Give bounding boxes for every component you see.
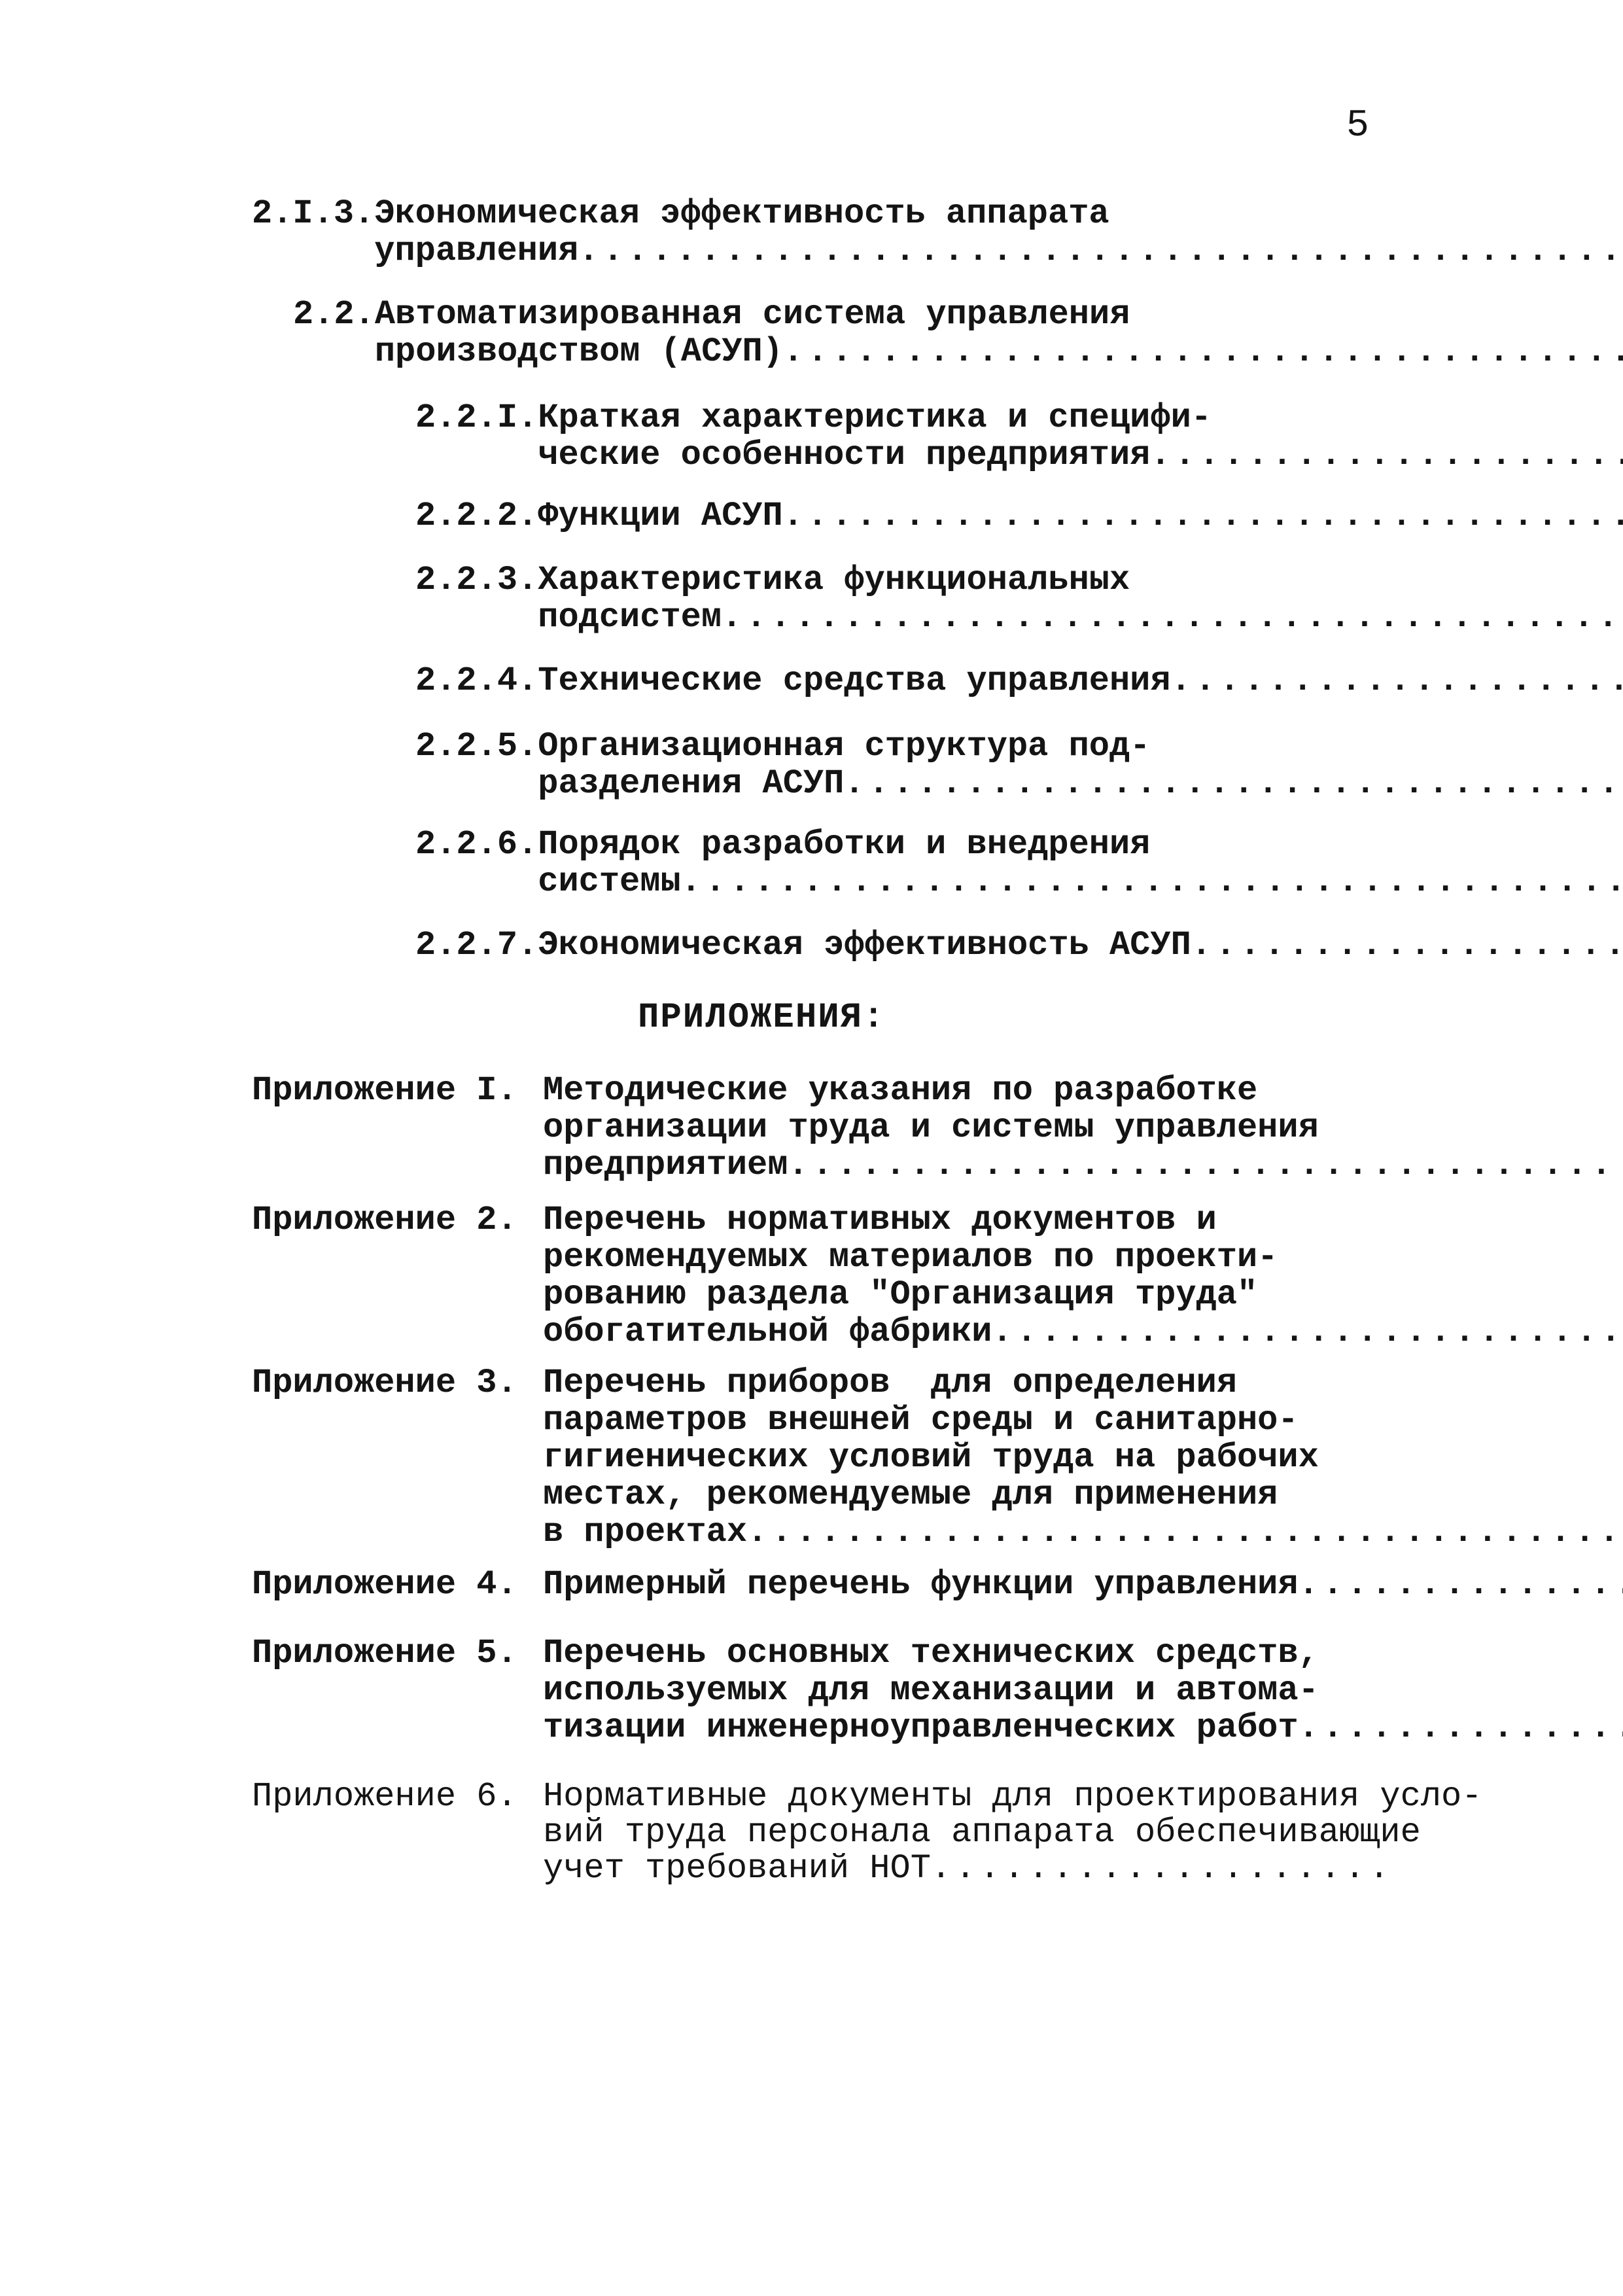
- appendix-line: Перечень приборов для определения: [543, 1364, 1237, 1402]
- toc-entry-line: Порядок разработки и внедрения: [538, 825, 1151, 864]
- appendix-line: гигиенических условий труда на рабочих: [543, 1438, 1319, 1477]
- toc-entry-number: 2.I.3.: [252, 194, 375, 233]
- dot-leader: [844, 765, 1623, 802]
- toc-entry-line: Краткая характеристика и специфи-: [538, 398, 1212, 437]
- appendix-line: Перечень основных технических средств,: [543, 1634, 1319, 1672]
- toc-entry: [293, 296, 1328, 370]
- toc-entry: [415, 497, 1328, 535]
- dot-leader: [578, 232, 1623, 270]
- appendix-line: параметров внешней среды и санитарно-: [543, 1401, 1299, 1439]
- toc-entry-line: Технические средства управления: [538, 662, 1171, 700]
- appendix-entry: [252, 1634, 1328, 1746]
- toc-entry: [415, 728, 1328, 802]
- toc-entry: [415, 927, 1328, 964]
- toc-entry: [415, 561, 1328, 636]
- toc-entry-line: разделения АСУП: [538, 764, 845, 803]
- toc-entry-number: 2.2.4.: [415, 662, 538, 700]
- appendix-label: Приложение 3.: [252, 1364, 517, 1402]
- dot-leader: [722, 599, 1623, 636]
- toc-entry-number: 2.2.6.: [415, 825, 538, 864]
- toc-entry: [415, 826, 1328, 900]
- toc-entry-line: ческие особенности предприятия: [538, 436, 1151, 474]
- appendix-line: предприятием: [543, 1146, 788, 1184]
- appendix-line: вий труда персонала аппарата обеспечивающие: [543, 1813, 1421, 1852]
- appendix-entry: [252, 1777, 1482, 1888]
- toc-entry-number: 2.2.3.: [415, 561, 538, 599]
- toc-entry: [415, 399, 1328, 474]
- dot-leader: [681, 863, 1623, 900]
- toc-entry-line: Экономическая эффективность АСУП: [538, 926, 1191, 964]
- dot-leader: [1191, 927, 1623, 964]
- page-number: 5: [1346, 105, 1369, 147]
- appendix-label: Приложение I.: [252, 1071, 517, 1110]
- appendix-line: рованию раздела "Организация труда": [543, 1275, 1258, 1314]
- toc-entry-line: управления: [374, 232, 579, 270]
- dot-leader: [1299, 1709, 1623, 1746]
- appendix-line: Примерный перечень функции управления: [543, 1565, 1299, 1604]
- appendix-line: рекомендуемых материалов по проекти-: [543, 1238, 1278, 1277]
- toc-entry-number: 2.2.I.: [415, 398, 538, 437]
- appendix-line: обогатительной фабрики: [543, 1313, 992, 1351]
- toc-entry-number: 2.2.5.: [415, 727, 538, 766]
- toc-entry-line: Автоматизированная система управления: [374, 295, 1130, 334]
- appendix-line: тизации инженерноуправленческих работ: [543, 1708, 1299, 1747]
- appendix-label: Приложение 4.: [252, 1565, 517, 1604]
- appendices-heading: ПРИЛОЖЕНИЯ:: [638, 998, 886, 1038]
- toc-entry-number: 2.2.: [293, 295, 375, 334]
- dot-leader: [931, 1850, 1400, 1886]
- appendix-label: Приложение 6.: [252, 1777, 517, 1816]
- dot-leader: [788, 1146, 1623, 1184]
- appendix-line: Перечень нормативных документов и: [543, 1201, 1217, 1239]
- appendix-entry: [252, 1364, 1328, 1551]
- toc-entry-line: производством (АСУП): [374, 332, 783, 371]
- appendix-entry: [252, 1072, 1328, 1184]
- appendix-entry: [252, 1201, 1328, 1351]
- appendix-line: используемых для механизации и автома-: [543, 1671, 1319, 1710]
- toc-entry-number: 2.2.2.: [415, 497, 538, 535]
- dot-leader: [1171, 662, 1623, 699]
- dot-leader: [992, 1313, 1623, 1351]
- toc-entry-line: системы: [538, 862, 681, 901]
- appendix-line: учет требований НОТ: [543, 1849, 931, 1888]
- appendix-line: в проектах: [543, 1513, 748, 1551]
- appendix-line: Нормативные документы для проектирования усло-: [543, 1777, 1482, 1816]
- toc-entry: [252, 195, 1328, 270]
- appendix-entry: [252, 1566, 1328, 1603]
- toc-entry-line: подсистем: [538, 598, 722, 637]
- appendix-line: Методические указания по разработке: [543, 1071, 1258, 1110]
- appendix-line: местах, рекомендуемые для применения: [543, 1475, 1278, 1514]
- dot-leader: [747, 1513, 1623, 1551]
- dot-leader: [1150, 436, 1623, 474]
- appendix-label: Приложение 2.: [252, 1201, 517, 1239]
- dot-leader: [783, 497, 1623, 535]
- dot-leader: [1299, 1566, 1623, 1603]
- appendix-label: Приложение 5.: [252, 1634, 517, 1672]
- toc-entry-line: Функции АСУП: [538, 497, 783, 535]
- appendix-line: организации труда и системы управления: [543, 1108, 1319, 1147]
- toc-entry: [415, 662, 1328, 699]
- toc-entry-line: Характеристика функциональных: [538, 561, 1130, 599]
- dot-leader: [783, 333, 1623, 370]
- toc-entry-line: Экономическая эффективность аппарата: [374, 194, 1109, 233]
- toc-entry-number: 2.2.7.: [415, 926, 538, 964]
- toc-entry-line: Организационная структура под-: [538, 727, 1151, 766]
